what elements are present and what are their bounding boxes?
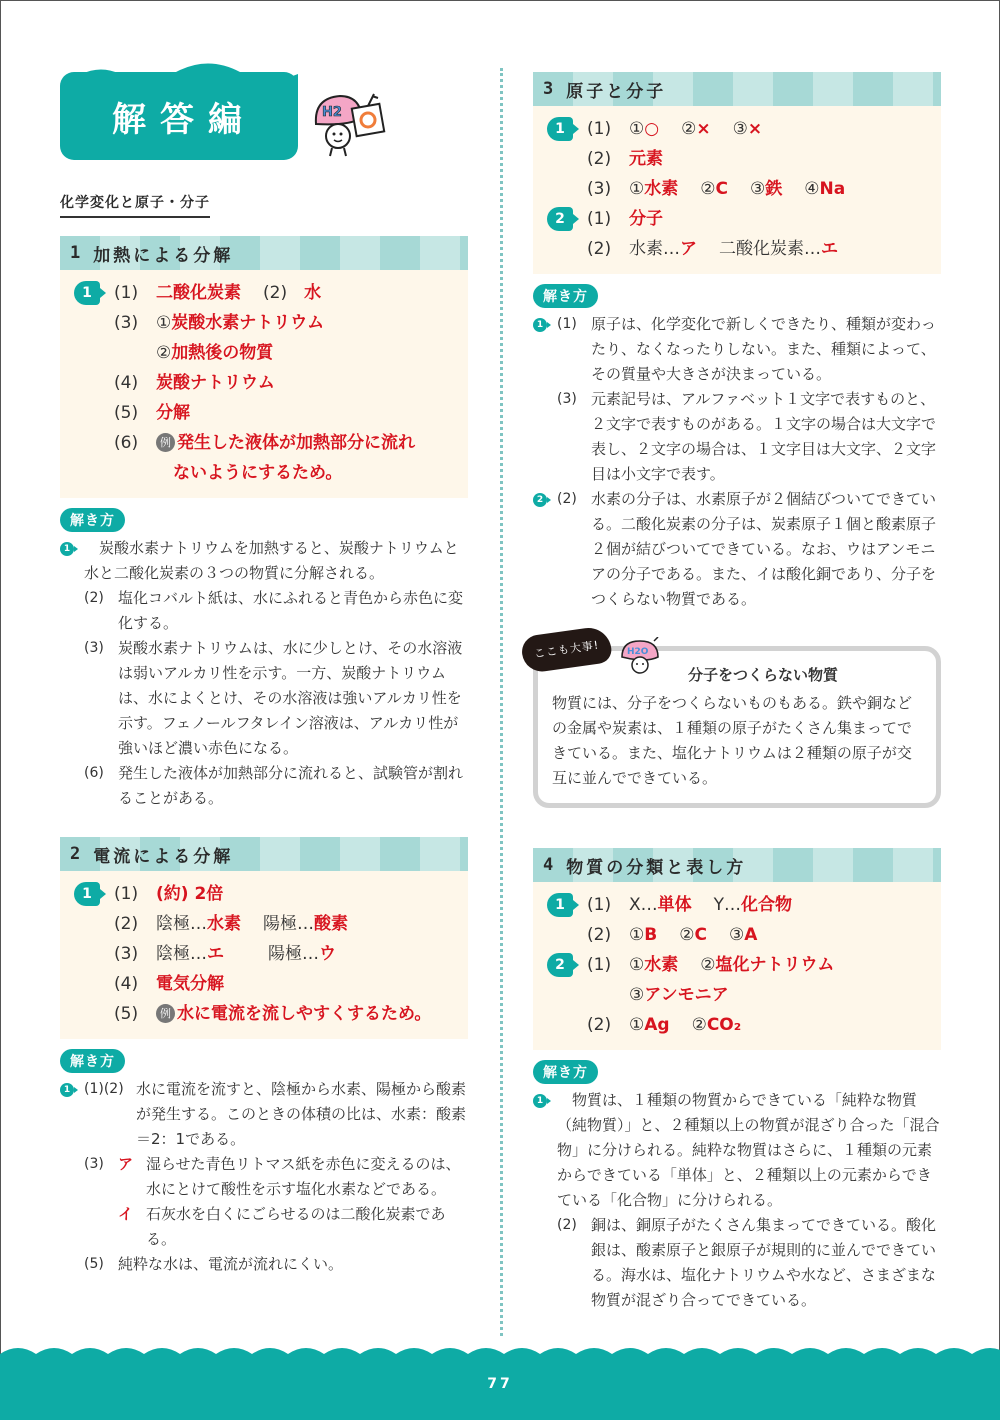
question-badge-slot xyxy=(70,909,114,939)
section-header xyxy=(60,236,468,270)
question-badge-slot xyxy=(70,428,114,458)
part-number: (6) xyxy=(84,765,104,781)
answer-value: 水素 xyxy=(644,179,679,199)
answer-text xyxy=(156,338,273,368)
answer-row xyxy=(70,278,458,308)
method-label: 解き方 xyxy=(533,1060,598,1084)
answer-text xyxy=(629,890,792,920)
explanation-text: 炭酸水素ナトリウムは、水に少しとけ、その水溶液は弱いアルカリ性を示す。一方、炭酸ナトリウムは、水によくとけ、その水溶液は強いアルカリ性を示す。フェノールフタレイン溶液は、アルカリ性が強いほど濃い赤色になる。 xyxy=(118,639,463,757)
answer-label: ② xyxy=(691,1015,707,1035)
question-badge-slot xyxy=(533,487,557,512)
answer-row xyxy=(543,950,931,980)
question-badge-slot xyxy=(533,1088,557,1113)
explanation-row xyxy=(533,312,941,387)
part-number: (3) xyxy=(84,640,104,656)
answer-value: C xyxy=(694,925,707,945)
left-column xyxy=(60,72,468,1277)
part-number: (1) xyxy=(587,209,612,229)
answer-label: ① xyxy=(629,925,645,945)
answer-value: ないようにするため。 xyxy=(156,463,343,483)
section-number: 1 xyxy=(70,243,84,263)
part-number: (1) xyxy=(587,955,612,975)
explanation-text: 炭酸水素ナトリウムを加熱すると、炭酸ナトリウムと水と二酸化炭素の３つの物質に分解される。 xyxy=(84,539,459,582)
explanation-text: 元素記号は、アルファベット１文字で表すものと、２文字で表すものがある。１文字の場合は大文字で表し、２文字の場合は、１文字目は大文字、２文字目は小文字で表す。 xyxy=(591,390,937,483)
part-number: (3) xyxy=(114,944,139,964)
explanation-text: 水素の分子は、水素原子が２個結びついてできている。二酸化炭素の分子は、炭素原子１個と酸素原子２個が結びついてできている。なお、ウはアンモニアの分子である。また、イは酸化銅であり、分子をつくらない物質である。 xyxy=(591,490,937,608)
answer-box xyxy=(60,871,468,1039)
answer-text xyxy=(629,980,729,1010)
answer-label: 二酸化炭素… xyxy=(719,239,821,259)
answer-text xyxy=(156,308,324,338)
part-number: (3) xyxy=(587,179,612,199)
answer-label: ① xyxy=(629,179,645,199)
answer-row xyxy=(543,920,931,950)
answer-text xyxy=(629,1010,741,1040)
answer-row xyxy=(70,879,458,909)
question-badge-slot xyxy=(543,204,587,234)
part-number: (3) xyxy=(84,1156,104,1172)
section-4 xyxy=(533,848,941,1313)
question-number-badge: 1 xyxy=(533,318,547,332)
question-badge-slot xyxy=(70,999,114,1029)
answer-label: ② xyxy=(700,955,716,975)
question-number-badge: 1 xyxy=(74,281,100,305)
method-list xyxy=(60,536,468,811)
explanation-text: 物質は、１種類の物質からできている「純粋な物質（純物質）」と、２種類以上の物質が混ざり合った「混合物」に分けられる。純粋な物質はさらに、１種類の元素からできている「単体」と、２種類以上の元素からできている「化合物」に分けられる。 xyxy=(557,1091,940,1209)
answer-value: エ xyxy=(821,239,838,259)
column-divider xyxy=(500,68,503,1336)
choice-label: イ xyxy=(118,1205,134,1223)
section-header xyxy=(533,72,941,106)
part-number: (1) xyxy=(114,283,139,303)
note-body: 物質には、分子をつくらないものもある。鉄や銅などの金属や炭素は、１種類の原子がたくさん集まってできている。また、塩化ナトリウムは２種類の原子が交互に並んでできている。 xyxy=(552,694,913,787)
answer-value: (約) 2倍 xyxy=(156,884,224,904)
question-badge-slot xyxy=(543,114,587,144)
question-badge-slot xyxy=(70,879,114,909)
question-badge-slot xyxy=(70,368,114,398)
wave-top-icon xyxy=(60,60,298,90)
explanation-text: 純粋な水は、電流が流れにくい。 xyxy=(118,1255,344,1273)
answer-row xyxy=(70,398,458,428)
answer-label: ② xyxy=(679,925,695,945)
answer-label: ③ xyxy=(728,925,745,945)
answer-value: C xyxy=(715,179,728,199)
question-badge-slot xyxy=(543,920,587,950)
explanation-row xyxy=(533,387,941,487)
part-number: (2) xyxy=(557,1217,577,1233)
answer-value: 水 xyxy=(304,283,322,303)
answer-value: 酸素 xyxy=(314,914,348,934)
answer-value: エ xyxy=(207,944,224,964)
answer-value: 元素 xyxy=(629,149,663,169)
method-label: 解き方 xyxy=(533,284,598,308)
section-title: 物質の分類と表し方 xyxy=(566,857,747,878)
method-list xyxy=(60,1077,468,1277)
part-number: (3) xyxy=(557,391,577,407)
answer-text xyxy=(156,368,275,398)
question-badge-slot xyxy=(543,950,587,980)
part-number: (2) xyxy=(587,239,612,259)
answer-text xyxy=(156,879,223,909)
answer-label: 陰極… xyxy=(156,914,207,934)
part-number: (4) xyxy=(114,974,139,994)
answer-box xyxy=(533,106,941,274)
question-badge-slot xyxy=(533,387,557,412)
question-badge-slot xyxy=(60,636,84,661)
answer-value: 発生した液体が加熱部分に流れ xyxy=(177,433,415,453)
answer-row xyxy=(70,338,458,368)
answer-label: Y… xyxy=(713,895,742,915)
answer-value: 塩化ナトリウム xyxy=(715,955,835,975)
question-badge-slot xyxy=(543,980,587,1010)
question-badge-slot xyxy=(70,458,114,488)
answer-label: 陽極… xyxy=(268,944,319,964)
page-footer xyxy=(0,1358,1000,1420)
explanation-row xyxy=(60,1077,468,1152)
answer-value: 単体 xyxy=(657,895,692,915)
answer-value: × xyxy=(696,119,711,139)
note-box xyxy=(533,638,941,808)
question-badge-slot xyxy=(60,1152,84,1177)
part-number: (1)(2) xyxy=(84,1081,124,1097)
answer-value: 水素 xyxy=(644,955,679,975)
answer-text xyxy=(156,428,415,458)
answer-value: 分解 xyxy=(156,403,190,423)
part-number: (2) xyxy=(587,1015,612,1035)
answer-value: 炭酸ナトリウム xyxy=(156,373,275,393)
answer-value: 電気分解 xyxy=(156,974,224,994)
answer-value: 鉄 xyxy=(765,179,783,199)
answer-label: ① xyxy=(629,955,645,975)
question-badge-slot xyxy=(60,1077,84,1102)
question-badge-slot xyxy=(543,174,587,204)
explanation-row xyxy=(60,636,468,761)
answer-value: A xyxy=(744,925,758,945)
answer-row xyxy=(70,909,458,939)
answer-row xyxy=(70,999,458,1029)
question-badge-slot xyxy=(60,536,84,561)
h2o-mascot-icon xyxy=(308,90,388,160)
part-number: (1) xyxy=(587,895,612,915)
question-badge-slot xyxy=(70,278,114,308)
answer-text xyxy=(156,909,348,939)
answer-text xyxy=(156,969,224,999)
subject-heading: 化学変化と原子・分子 xyxy=(60,192,210,218)
answer-row xyxy=(70,308,458,338)
part-number: (2) xyxy=(114,914,139,934)
method-list xyxy=(533,1088,941,1313)
part-number: (1) xyxy=(587,119,612,139)
answer-label: ③ xyxy=(629,985,645,1005)
answer-label: 水素… xyxy=(629,239,680,259)
question-badge-slot xyxy=(543,890,587,920)
answer-text xyxy=(629,234,838,264)
question-number-badge: 1 xyxy=(533,1094,547,1108)
section-number: 4 xyxy=(543,855,557,875)
question-badge-slot xyxy=(60,1202,84,1227)
answer-text xyxy=(629,950,834,980)
answer-text xyxy=(629,920,757,950)
answer-value: ウ xyxy=(319,944,336,964)
question-number-badge: 1 xyxy=(60,1083,74,1097)
section-header xyxy=(533,848,941,882)
part-number-spacer xyxy=(84,1202,118,1252)
answer-row xyxy=(543,144,931,174)
answer-row xyxy=(543,1010,931,1040)
answer-box xyxy=(60,270,468,498)
part-number: (6) xyxy=(114,433,139,453)
explanation-row xyxy=(60,586,468,636)
answer-row xyxy=(70,458,458,488)
explanation-text: 石灰水を白くにごらせるのは二酸化炭素である。 xyxy=(146,1205,446,1248)
answer-value: × xyxy=(747,119,763,139)
answer-value: Ag xyxy=(644,1015,670,1035)
question-badge-slot xyxy=(70,338,114,368)
answer-label: ① xyxy=(629,1015,645,1035)
explanation-text: 原子は、化学変化で新しくできたり、種類が変わったり、なくなったりしない。また、種類によって、その質量や大きさが決まっている。 xyxy=(591,315,936,383)
answer-label: ① xyxy=(156,313,172,333)
page-title: 解答編 xyxy=(112,99,256,140)
section-title: 電流による分解 xyxy=(93,846,234,867)
answer-value: 炭酸水素ナトリウム xyxy=(171,313,325,333)
part-number: (2) xyxy=(587,925,612,945)
part-number: (4) xyxy=(114,373,139,393)
method-label: 解き方 xyxy=(60,508,125,532)
part-number: (1) xyxy=(114,884,139,904)
question-badge-slot xyxy=(70,969,114,999)
answer-label: ③ xyxy=(749,179,766,199)
question-badge-slot xyxy=(70,398,114,428)
title-area xyxy=(60,72,342,160)
answer-row xyxy=(543,114,931,144)
answer-row xyxy=(70,428,458,458)
explanation-row xyxy=(60,1252,468,1277)
section-1 xyxy=(60,236,468,811)
question-badge-slot xyxy=(70,939,114,969)
right-column xyxy=(533,72,941,1313)
question-number-badge: 1 xyxy=(547,893,573,917)
section-header xyxy=(60,837,468,871)
explanation-row xyxy=(533,1088,941,1213)
answer-row xyxy=(543,234,931,264)
explanation-text: 発生した液体が加熱部分に流れると、試験管が割れることがある。 xyxy=(118,764,464,807)
answer-text xyxy=(156,398,190,428)
answer-text xyxy=(156,999,431,1029)
part-number: (2) xyxy=(587,149,612,169)
question-number-badge: 1 xyxy=(547,117,573,141)
explanation-text: 銅は、銅原子がたくさん集まってできている。酸化銀は、酸素原子と銀原子が規則的に並んでできている。海水は、塩化ナトリウムや水など、さまざまな物質が混ざり合ってできている。 xyxy=(591,1216,937,1309)
answer-value: ○ xyxy=(644,119,660,139)
answer-value: 加熱後の物質 xyxy=(171,343,274,363)
answer-value: 分子 xyxy=(629,209,663,229)
section-number: 3 xyxy=(543,79,557,99)
answer-label: ② xyxy=(681,119,697,139)
answer-row xyxy=(70,969,458,999)
question-badge-slot xyxy=(60,586,84,611)
answer-row xyxy=(543,204,931,234)
question-badge-slot xyxy=(70,308,114,338)
note-tag: ここも大事! xyxy=(520,625,614,674)
answer-label: ② xyxy=(156,343,172,363)
part-number: (2) xyxy=(557,491,577,507)
answer-box xyxy=(533,882,941,1050)
explanation-row xyxy=(533,487,941,612)
explanation-text: 湿らせた青色リトマス紙を赤色に変えるのは、水にとけて酸性を示す塩化水素などである。 xyxy=(146,1155,461,1198)
section-2 xyxy=(60,837,468,1277)
explanation-row xyxy=(533,1213,941,1313)
section-number: 2 xyxy=(70,844,84,864)
method-list xyxy=(533,312,941,612)
wave-border-icon xyxy=(0,1346,1000,1360)
section-3 xyxy=(533,72,941,808)
part-number: (5) xyxy=(114,1004,139,1024)
answer-text xyxy=(629,144,663,174)
example-icon: 例 xyxy=(156,1004,175,1023)
answer-label: ③ xyxy=(732,119,748,139)
part-number: (2) xyxy=(84,590,104,606)
part-number: (5) xyxy=(114,403,139,423)
question-number-badge: 2 xyxy=(533,493,547,507)
question-badge-slot xyxy=(533,1213,557,1238)
method-label: 解き方 xyxy=(60,1049,125,1073)
explanation-text: 塩化コバルト紙は、水にふれると青色から赤色に変化する。 xyxy=(118,589,464,632)
svg-text:H2: H2 xyxy=(322,105,342,120)
h2o-mascot-icon xyxy=(618,637,664,679)
answer-label: 陽極… xyxy=(263,914,314,934)
answer-text xyxy=(156,278,321,308)
explanation-row xyxy=(60,536,468,586)
part-number: (3) xyxy=(114,313,139,333)
answer-label: X… xyxy=(629,895,658,915)
answer-text xyxy=(156,458,342,488)
answer-text xyxy=(629,204,663,234)
question-number-badge: 2 xyxy=(547,953,573,977)
part-number: (1) xyxy=(557,316,577,332)
page-title-badge xyxy=(60,72,298,160)
section-title: 加熱による分解 xyxy=(93,245,234,266)
answer-text xyxy=(156,939,336,969)
answer-label: (2) xyxy=(263,283,305,303)
answer-label: 陰極… xyxy=(156,944,207,964)
answer-row xyxy=(543,174,931,204)
explanation-row xyxy=(60,1202,468,1252)
choice-label: ア xyxy=(118,1155,134,1173)
answer-text xyxy=(629,174,845,204)
question-number-badge: 1 xyxy=(74,882,100,906)
answer-label: ② xyxy=(700,179,716,199)
question-number-badge: 1 xyxy=(60,542,74,556)
section-title: 原子と分子 xyxy=(566,81,667,102)
question-badge-slot xyxy=(543,1010,587,1040)
svg-text:H2O: H2O xyxy=(627,647,649,657)
answer-value: 水素 xyxy=(207,914,241,934)
question-number-badge: 2 xyxy=(547,207,573,231)
answer-row xyxy=(543,980,931,1010)
explanation-row xyxy=(60,761,468,811)
question-badge-slot xyxy=(543,234,587,264)
answer-value: 水に電流を流しやすくするため。 xyxy=(177,1004,432,1024)
question-badge-slot xyxy=(60,1252,84,1277)
question-badge-slot xyxy=(533,312,557,337)
answer-value: ア xyxy=(680,239,697,259)
answer-value: 二酸化炭素 xyxy=(156,283,241,303)
answer-row xyxy=(543,890,931,920)
explanation-row xyxy=(60,1152,468,1202)
answer-value: CO₂ xyxy=(706,1015,742,1035)
question-badge-slot xyxy=(543,144,587,174)
example-icon: 例 xyxy=(156,433,175,452)
explanation-text: 水に電流を流すと、陰極から水素、陽極から酸素が発生する。このときの体積の比は、水素：酸素＝2：1である。 xyxy=(136,1080,467,1148)
note-title: 分子をつくらない物質 xyxy=(688,666,839,684)
answer-label: ① xyxy=(629,119,645,139)
answer-row xyxy=(70,939,458,969)
answer-value: 化合物 xyxy=(741,895,793,915)
page-number: 77 xyxy=(487,1376,513,1392)
answer-value: アンモニア xyxy=(644,985,729,1005)
answer-value: B xyxy=(644,925,658,945)
part-number: (5) xyxy=(84,1256,104,1272)
answer-label: ④ xyxy=(804,179,820,199)
answer-value: Na xyxy=(819,179,846,199)
question-badge-slot xyxy=(60,761,84,786)
answer-row xyxy=(70,368,458,398)
answer-text xyxy=(629,114,762,144)
